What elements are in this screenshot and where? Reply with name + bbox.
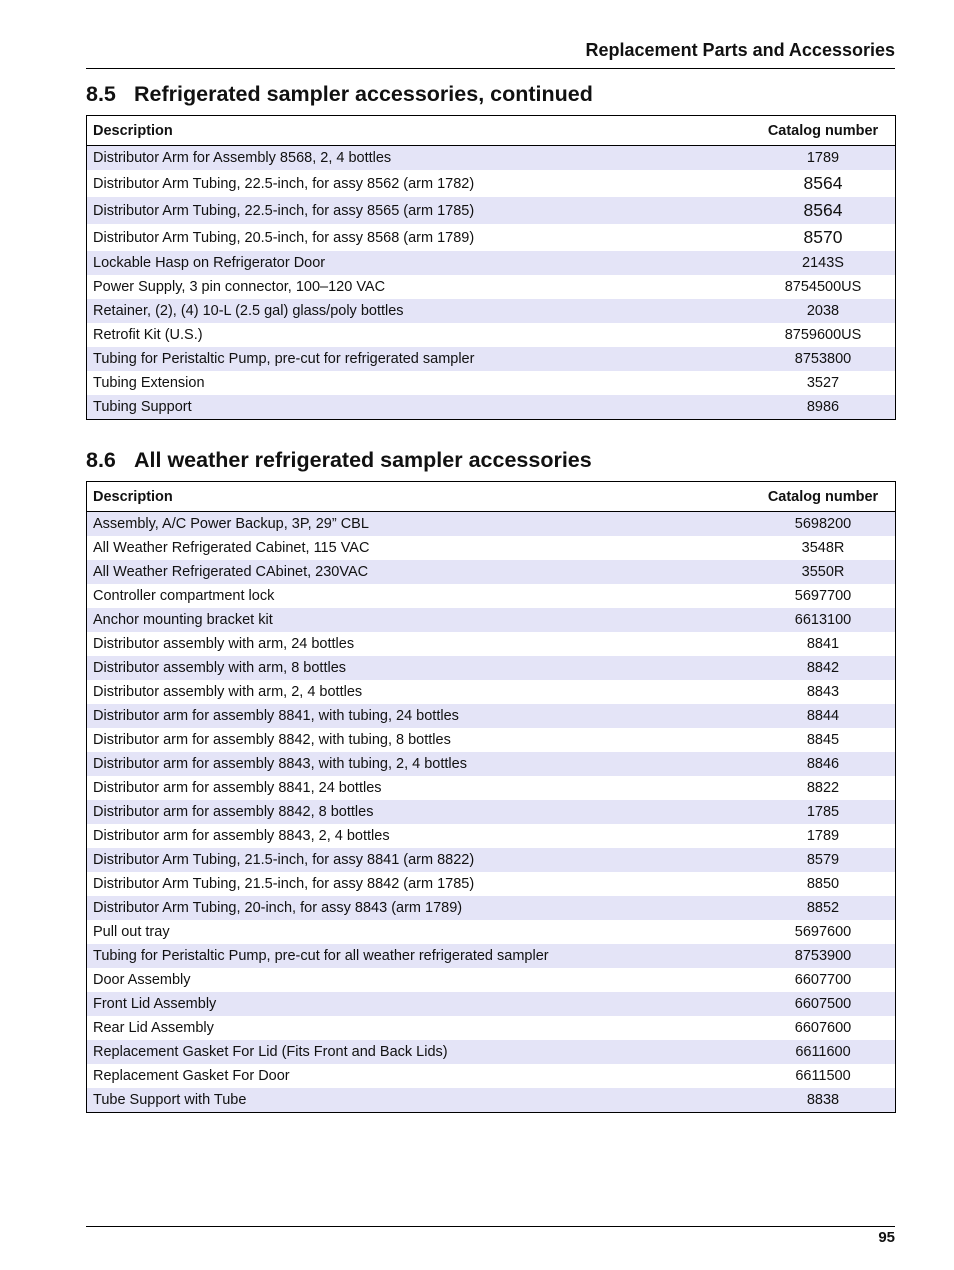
description-cell: Distributor arm for assembly 8841, with tubing, 24 bottles (87, 704, 752, 728)
column-header-description: Description (87, 482, 752, 512)
description-cell: Rear Lid Assembly (87, 1016, 752, 1040)
description-cell: Retainer, (2), (4) 10-L (2.5 gal) glass/poly bottles (87, 299, 752, 323)
column-header-catalog-number: Catalog number (751, 482, 896, 512)
description-cell: Replacement Gasket For Lid (Fits Front and Back Lids) (87, 1040, 752, 1064)
catalog-number-cell: 8986 (751, 395, 896, 420)
catalog-number-cell: 3548R (751, 536, 896, 560)
catalog-number-cell: 1789 (751, 824, 896, 848)
table-row (87, 323, 896, 347)
catalog-number-cell: 8564 (751, 170, 896, 197)
catalog-number-cell: 1785 (751, 800, 896, 824)
section-heading-8-6 (86, 447, 895, 473)
table-row (87, 968, 896, 992)
table-row (87, 251, 896, 275)
catalog-number-cell: 8838 (751, 1088, 896, 1113)
catalog-number-cell: 8570 (751, 224, 896, 251)
table-row (87, 584, 896, 608)
table-row (87, 992, 896, 1016)
description-cell: Lockable Hasp on Refrigerator Door (87, 251, 752, 275)
description-cell: Anchor mounting bracket kit (87, 608, 752, 632)
description-cell: Distributor assembly with arm, 8 bottles (87, 656, 752, 680)
running-header: Replacement Parts and Accessories (585, 40, 895, 60)
description-cell: Distributor Arm for Assembly 8568, 2, 4 bottles (87, 146, 752, 171)
description-cell: Assembly, A/C Power Backup, 3P, 29” CBL (87, 512, 752, 537)
table-row (87, 275, 896, 299)
catalog-number-cell: 2143S (751, 251, 896, 275)
catalog-number-cell: 8564 (751, 197, 896, 224)
section-number: 8.6 (86, 448, 116, 472)
catalog-number-cell: 6611500 (751, 1064, 896, 1088)
table-row (87, 896, 896, 920)
catalog-number-cell: 8850 (751, 872, 896, 896)
catalog-number-cell: 8753900 (751, 944, 896, 968)
description-cell: Retrofit Kit (U.S.) (87, 323, 752, 347)
table-row (87, 224, 896, 251)
catalog-number-cell: 6611600 (751, 1040, 896, 1064)
table-row (87, 632, 896, 656)
table-row (87, 371, 896, 395)
table-row (87, 1040, 896, 1064)
description-cell: Distributor assembly with arm, 24 bottles (87, 632, 752, 656)
table-row (87, 1088, 896, 1113)
table-row (87, 872, 896, 896)
table-row (87, 512, 896, 537)
catalog-number-cell: 6607700 (751, 968, 896, 992)
description-cell: Distributor Arm Tubing, 21.5-inch, for assy 8842 (arm 1785) (87, 872, 752, 896)
description-cell: All Weather Refrigerated Cabinet, 115 VAC (87, 536, 752, 560)
table-row (87, 146, 896, 171)
description-cell: Tube Support with Tube (87, 1088, 752, 1113)
section-number: 8.5 (86, 82, 116, 106)
table-row (87, 608, 896, 632)
catalog-number-cell: 8753800 (751, 347, 896, 371)
catalog-number-cell: 8843 (751, 680, 896, 704)
header-rule (86, 68, 895, 69)
table-row (87, 920, 896, 944)
table-row (87, 1064, 896, 1088)
section-title: Refrigerated sampler accessories, continued (134, 82, 593, 106)
description-cell: Replacement Gasket For Door (87, 1064, 752, 1088)
description-cell: Distributor Arm Tubing, 21.5-inch, for assy 8841 (arm 8822) (87, 848, 752, 872)
page-number: 95 (878, 1229, 895, 1246)
description-cell: Tubing for Peristaltic Pump, pre-cut for all weather refrigerated sampler (87, 944, 752, 968)
description-cell: Tubing for Peristaltic Pump, pre-cut for refrigerated sampler (87, 347, 752, 371)
description-cell: Tubing Extension (87, 371, 752, 395)
description-cell: Pull out tray (87, 920, 752, 944)
description-cell: Controller compartment lock (87, 584, 752, 608)
section-heading-8-5 (86, 81, 895, 107)
catalog-number-cell: 5697700 (751, 584, 896, 608)
description-cell: Tubing Support (87, 395, 752, 420)
catalog-number-cell: 8845 (751, 728, 896, 752)
table-row (87, 560, 896, 584)
catalog-number-cell: 5698200 (751, 512, 896, 537)
catalog-number-cell: 8842 (751, 656, 896, 680)
table-row (87, 800, 896, 824)
table-row (87, 1016, 896, 1040)
table-row (87, 536, 896, 560)
description-cell: Distributor Arm Tubing, 22.5-inch, for assy 8565 (arm 1785) (87, 197, 752, 224)
description-cell: Distributor Arm Tubing, 20.5-inch, for assy 8568 (arm 1789) (87, 224, 752, 251)
description-cell: Distributor assembly with arm, 2, 4 bottles (87, 680, 752, 704)
catalog-number-cell: 8852 (751, 896, 896, 920)
table-row (87, 752, 896, 776)
table-row (87, 170, 896, 197)
table-row (87, 704, 896, 728)
section-title: All weather refrigerated sampler accessories (134, 448, 592, 472)
description-cell: Distributor arm for assembly 8842, 8 bottles (87, 800, 752, 824)
catalog-number-cell: 8822 (751, 776, 896, 800)
table-row (87, 347, 896, 371)
table-row (87, 776, 896, 800)
catalog-number-cell: 8754500US (751, 275, 896, 299)
catalog-number-cell: 3527 (751, 371, 896, 395)
table-header-row (87, 482, 896, 512)
table-row (87, 299, 896, 323)
catalog-number-cell: 8844 (751, 704, 896, 728)
table-row (87, 197, 896, 224)
catalog-number-cell: 1789 (751, 146, 896, 171)
table-row (87, 395, 896, 420)
column-header-catalog-number: Catalog number (751, 116, 896, 146)
description-cell: Distributor arm for assembly 8842, with tubing, 8 bottles (87, 728, 752, 752)
parts-table-8-6 (86, 481, 896, 1113)
description-cell: Power Supply, 3 pin connector, 100–120 VAC (87, 275, 752, 299)
catalog-number-cell: 8846 (751, 752, 896, 776)
description-cell: Door Assembly (87, 968, 752, 992)
description-cell: Distributor Arm Tubing, 22.5-inch, for assy 8562 (arm 1782) (87, 170, 752, 197)
description-cell: Distributor arm for assembly 8841, 24 bottles (87, 776, 752, 800)
catalog-number-cell: 6607600 (751, 1016, 896, 1040)
table-row (87, 656, 896, 680)
table-row (87, 848, 896, 872)
column-header-description: Description (87, 116, 752, 146)
description-cell: Front Lid Assembly (87, 992, 752, 1016)
description-cell: Distributor arm for assembly 8843, with tubing, 2, 4 bottles (87, 752, 752, 776)
table-header-row (87, 116, 896, 146)
catalog-number-cell: 2038 (751, 299, 896, 323)
description-cell: Distributor arm for assembly 8843, 2, 4 bottles (87, 824, 752, 848)
table-row (87, 680, 896, 704)
table-row (87, 728, 896, 752)
catalog-number-cell: 8841 (751, 632, 896, 656)
table-row (87, 944, 896, 968)
description-cell: Distributor Arm Tubing, 20-inch, for assy 8843 (arm 1789) (87, 896, 752, 920)
table-row (87, 824, 896, 848)
catalog-number-cell: 6613100 (751, 608, 896, 632)
catalog-number-cell: 6607500 (751, 992, 896, 1016)
catalog-number-cell: 8759600US (751, 323, 896, 347)
catalog-number-cell: 5697600 (751, 920, 896, 944)
catalog-number-cell: 3550R (751, 560, 896, 584)
catalog-number-cell: 8579 (751, 848, 896, 872)
footer-rule (86, 1226, 895, 1227)
parts-table-8-5 (86, 115, 896, 420)
description-cell: All Weather Refrigerated CAbinet, 230VAC (87, 560, 752, 584)
